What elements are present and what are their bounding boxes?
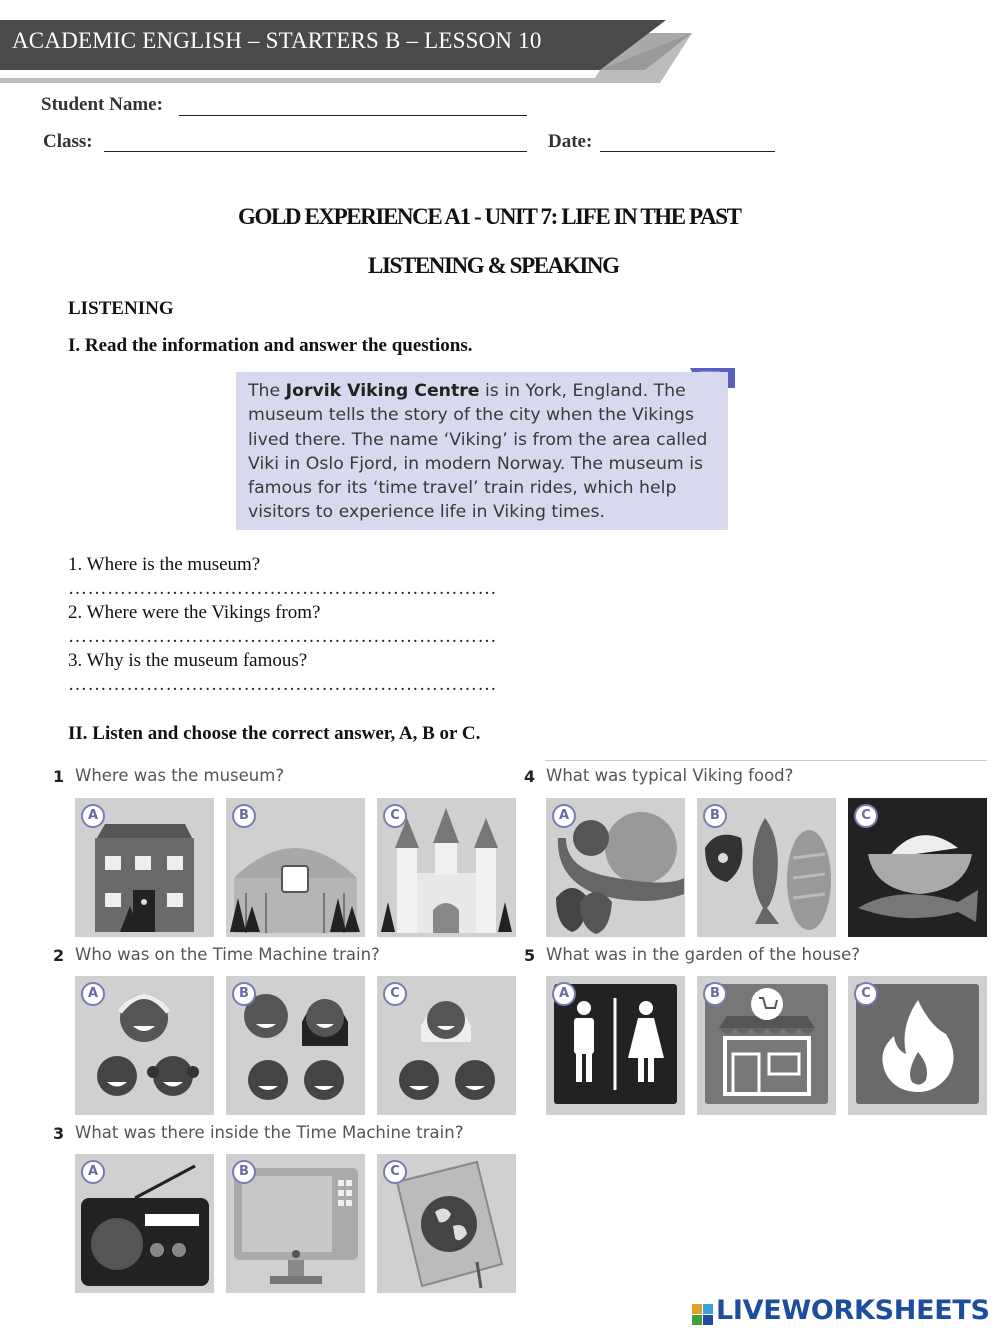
reading-passage (236, 372, 728, 530)
q3-option-a[interactable] (75, 1154, 214, 1293)
p2-q5-number: 5 (524, 946, 536, 965)
option-badge: A (81, 1160, 105, 1184)
divider (545, 760, 987, 761)
q1-option-c[interactable] (377, 798, 516, 937)
option-badge: C (383, 982, 407, 1006)
logo-text: LIVEWORKSHEETS (716, 1295, 990, 1326)
p2-q2-text: Who was on the Time Machine train? (75, 945, 380, 964)
unit-heading: GOLD EXPERIENCE A1 - UNIT 7: LIFE IN THE PAST (238, 204, 741, 229)
p2-q4-number: 4 (524, 767, 536, 786)
q1-option-b[interactable] (226, 798, 365, 937)
section-heading: LISTENING (68, 298, 174, 319)
option-badge: A (81, 982, 105, 1006)
answer-line-1[interactable]: ………………………………………………………… (68, 578, 497, 599)
p2-q2-number: 2 (53, 946, 65, 965)
option-badge: A (552, 804, 576, 828)
question-2: 2. Where were the Vikings from? (68, 602, 321, 623)
q1-option-a[interactable] (75, 798, 214, 937)
reading-pre: The (248, 381, 286, 401)
q5-option-a[interactable] (546, 976, 685, 1115)
option-badge: C (854, 804, 878, 828)
option-badge: B (232, 804, 256, 828)
q5-option-c[interactable] (848, 976, 987, 1115)
q4-option-b[interactable] (697, 798, 836, 937)
q3-option-b[interactable] (226, 1154, 365, 1293)
skills-heading: LISTENING & SPEAKING (368, 253, 619, 278)
class-field[interactable] (104, 151, 527, 152)
option-badge: B (703, 804, 727, 828)
answer-line-2[interactable]: ………………………………………………………… (68, 626, 497, 647)
class-label: Class: (43, 131, 93, 152)
option-badge: C (383, 1160, 407, 1184)
option-badge: B (703, 982, 727, 1006)
option-badge: B (232, 982, 256, 1006)
q3-option-c[interactable] (377, 1154, 516, 1293)
logo-mark-icon (692, 1304, 716, 1326)
q4-option-c[interactable] (848, 798, 987, 937)
reading-bold: Jorvik Viking Centre (285, 381, 480, 401)
q5-option-b[interactable] (697, 976, 836, 1115)
p2-q5-text: What was in the garden of the house? (546, 945, 861, 964)
q2-option-c[interactable] (377, 976, 516, 1115)
part2-instruction: II. Listen and choose the correct answer, A, B or C. (68, 723, 481, 744)
p2-q3-text: What was there inside the Time Machine train? (75, 1123, 464, 1142)
p2-q3-number: 3 (53, 1124, 65, 1143)
answer-line-3[interactable]: ………………………………………………………… (68, 674, 497, 695)
liveworksheets-logo (692, 1295, 990, 1326)
q2-option-b[interactable] (226, 976, 365, 1115)
date-label: Date: (548, 131, 593, 152)
question-3: 3. Why is the museum famous? (68, 650, 308, 671)
option-badge: A (552, 982, 576, 1006)
reading-rest: is in York, England. The museum tells the story of the city when the Vikings lived there. The name ‘Viking’ is from the area called Viki in Oslo Fjord, in modern Norway. The museum is famous for its ‘time travel’ train rides, which help visitors to experience life in Viking times. (248, 381, 708, 523)
p2-q1-number: 1 (53, 767, 65, 786)
header-title: ACADEMIC ENGLISH – STARTERS B – LESSON 10 (12, 28, 542, 53)
student-name-field[interactable] (179, 115, 527, 116)
date-field[interactable] (600, 151, 775, 152)
option-badge: C (383, 804, 407, 828)
option-badge: B (232, 1160, 256, 1184)
option-badge: A (81, 804, 105, 828)
student-name-label: Student Name: (41, 94, 163, 115)
option-badge: C (854, 982, 878, 1006)
p2-q4-text: What was typical Viking food? (546, 766, 794, 785)
question-1: 1. Where is the museum? (68, 554, 261, 575)
q2-option-a[interactable] (75, 976, 214, 1115)
p2-q1-text: Where was the museum? (75, 766, 285, 785)
q4-option-a[interactable] (546, 798, 685, 937)
part1-instruction: I. Read the information and answer the questions. (68, 335, 473, 356)
